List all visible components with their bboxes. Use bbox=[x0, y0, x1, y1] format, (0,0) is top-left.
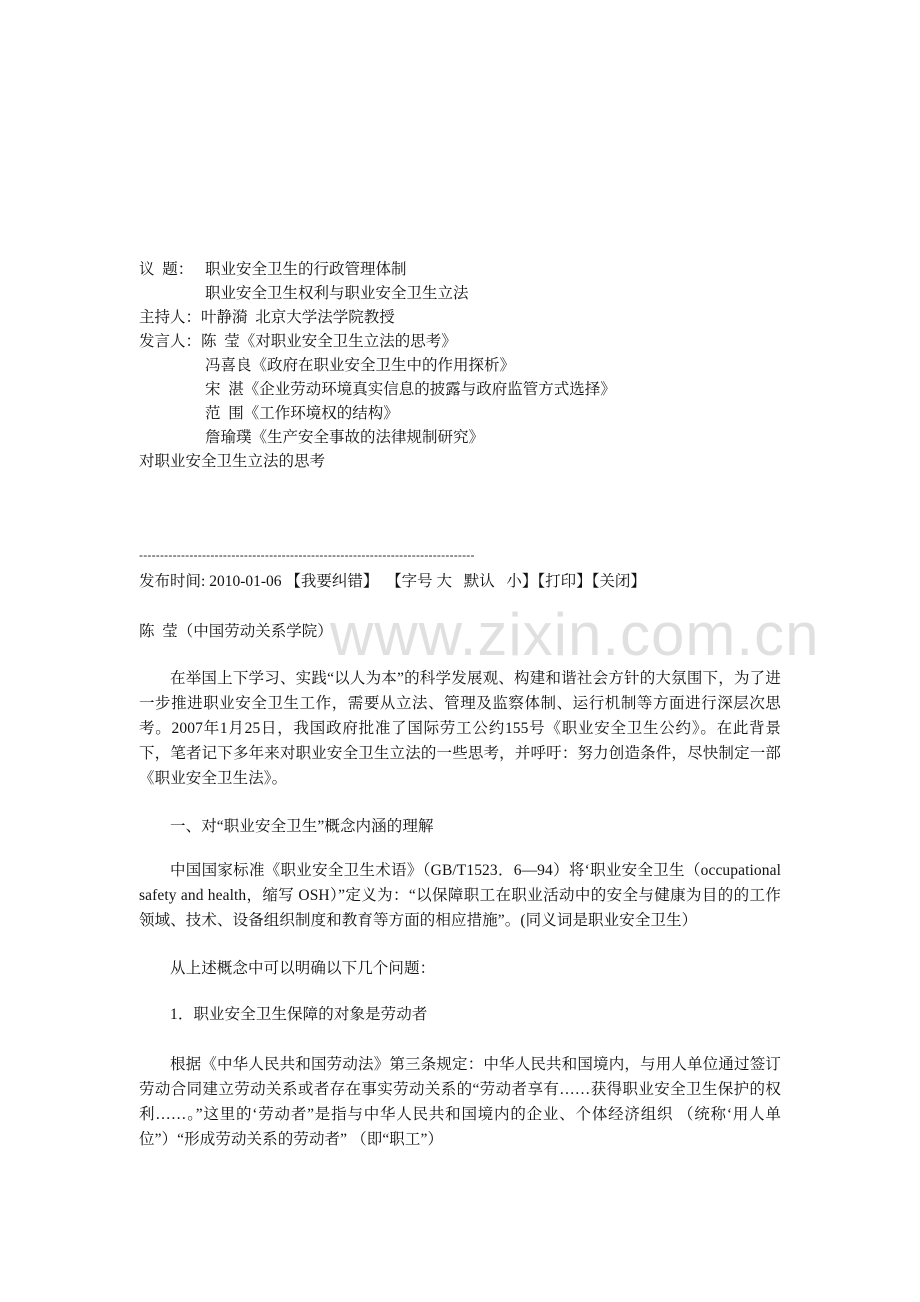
host-label: 主持人： bbox=[139, 309, 202, 326]
host-line bbox=[139, 308, 395, 328]
topic-line-2: 职业安全卫生权利与职业安全卫生立法 bbox=[205, 285, 469, 302]
font-size-small-link[interactable]: 小】 bbox=[506, 573, 538, 590]
body-paragraph: 从上述概念中可以明确以下几个问题： bbox=[170, 960, 436, 977]
speaker-item: 陈 莹《对职业安全卫生立法的思考》 bbox=[201, 333, 457, 350]
watermark: www.zixin.com.cn bbox=[330, 601, 820, 668]
body-paragraph: 中国国家标准《职业安全卫生术语》（GB/T1523．6—94）将‘职业安全卫生（occupational safety and health，缩写 OSH）”定义为：“以保障职工在职业活动中的安全与健康为目的的工作领域、技术、设备组织制度和教育等方面的相应措施”。(同义词是职业安全卫生） bbox=[139, 862, 781, 929]
article-title: 对职业安全卫生立法的思考 bbox=[139, 453, 326, 470]
author-line: 陈 莹（中国劳动关系学院） bbox=[139, 623, 333, 640]
speaker-item: 詹瑜璞《生产安全事故的法律规制研究》 bbox=[205, 429, 485, 446]
section-heading: 一、对“职业安全卫生”概念内涵的理解 bbox=[170, 818, 434, 835]
article-toolbar bbox=[139, 572, 646, 592]
body-paragraph: 在举国上下学习、实践“以人为本”的科学发展观、构建和谐社会方针的大氛围下，为了进一步推进职业安全卫生工作，需要从立法、管理及监察体制、运行机制等方面进行深层次思考。2007年1月25日，我国政府批准了国际劳工公约155号《职业安全卫生公约》。在此背景下，笔者记下多年来对职业安全卫生立法的一些思考，并呼吁：努力创造条件，尽快制定一部《职业安全卫生法》。 bbox=[139, 670, 781, 787]
close-link[interactable]: 【关闭】 bbox=[591, 573, 646, 590]
report-error-link[interactable]: 【我要纠错】 bbox=[285, 573, 379, 590]
speaker-line-1 bbox=[139, 332, 457, 352]
speaker-item: 冯喜良《政府在职业安全卫生中的作用探析》 bbox=[205, 357, 516, 374]
section-heading: 1．职业安全卫生保障的对象是劳动者 bbox=[170, 1006, 428, 1023]
body-paragraph: 根据《中华人民共和国劳动法》第三条规定：中华人民共和国境内，与用人单位通过签订劳动合同建立劳动关系或者存在事实劳动关系的“劳动者享有……获得职业安全卫生保护的权利……。”这里的‘劳动者”是指与中华人民共和国境内的企业、个体经济组织 （统称‘用人单位”）“形成劳动关系的劳动者” （即“职工”） bbox=[139, 1056, 781, 1148]
divider-line: -------------------------------------------------------------------------------- bbox=[139, 548, 475, 562]
print-link[interactable]: 【打印】 bbox=[537, 573, 592, 590]
publish-date: 2010-01-06 bbox=[209, 573, 282, 590]
topic-1: 职业安全卫生的行政管理体制 bbox=[205, 261, 407, 278]
speaker-item: 范 围《工作环境权的结构》 bbox=[205, 405, 399, 422]
publish-label: 发布时间: bbox=[139, 573, 210, 590]
speakers-label: 发言人： bbox=[139, 333, 202, 350]
topic-line-1 bbox=[139, 260, 407, 280]
font-size-large-link[interactable]: 大 bbox=[436, 573, 453, 590]
font-size-default-link[interactable]: 默认 bbox=[463, 573, 495, 590]
font-size-label: 【字号 bbox=[386, 573, 433, 590]
speaker-item: 宋 湛《企业劳动环境真实信息的披露与政府监管方式选择》 bbox=[205, 381, 616, 398]
topic-label: 议 题： bbox=[139, 261, 194, 278]
host-name: 叶静漪 北京大学法学院教授 bbox=[201, 309, 395, 326]
